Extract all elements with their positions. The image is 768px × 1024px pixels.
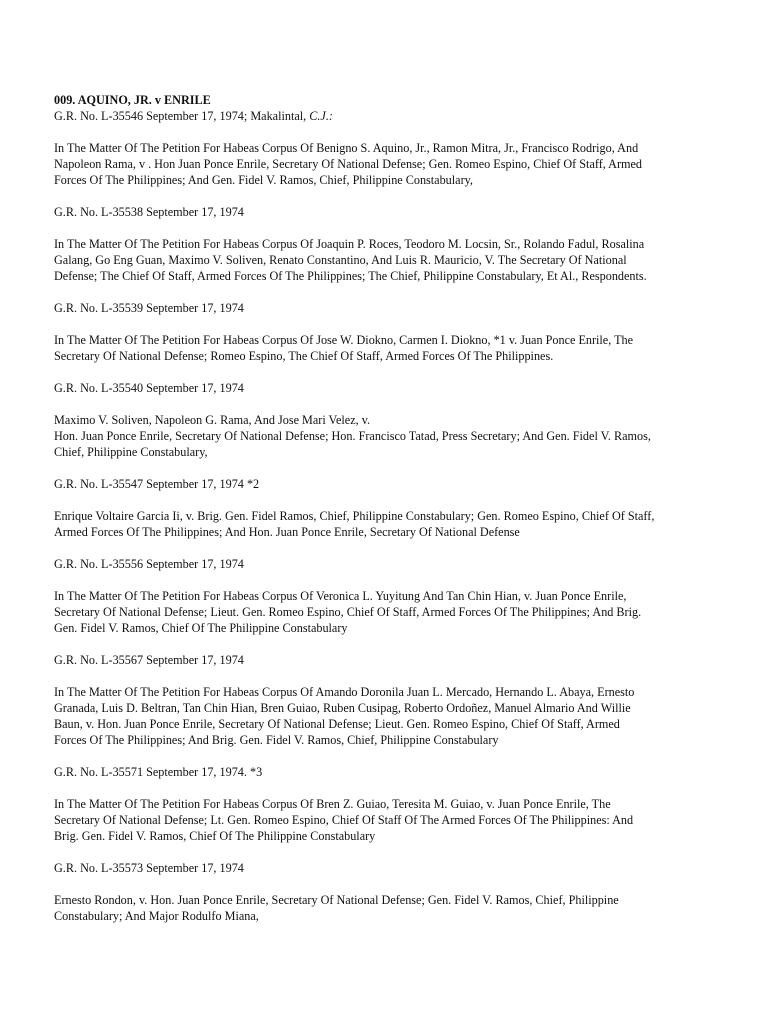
paragraph — [54, 684, 714, 748]
paragraph-line: Secretary Of National Defense; Lt. Gen. Romeo Espino, Chief Of Staff Of The Armed Forces Of The Philippines: And — [54, 813, 634, 827]
paragraph — [54, 332, 714, 364]
paragraph — [54, 300, 714, 316]
paragraph-line: In The Matter Of The Petition For Habeas Corpus Of Jose W. Diokno, Carmen I. Diokno, *1 v. Juan Ponce Enrile, The — [54, 333, 634, 347]
paragraph — [54, 508, 714, 540]
paragraph-line: G.R. No. L-35547 September 17, 1974 *2 — [54, 477, 260, 491]
paragraph-line: G.R. No. L-35539 September 17, 1974 — [54, 301, 244, 315]
case-citation-author: C.J.: — [309, 109, 333, 123]
paragraph-line: Napoleon Rama, v . Hon Juan Ponce Enrile, Secretary Of National Defense; Gen. Romeo Espino, Chief Of Staff, Armed — [54, 157, 643, 171]
paragraph-line: Maximo V. Soliven, Napoleon G. Rama, And Jose Mari Velez, v. — [54, 413, 371, 427]
paragraph-line: Secretary Of National Defense; Lieut. Gen. Romeo Espino, Chief Of Staff, Armed Forces Of The Philippines; And Brig. — [54, 605, 642, 619]
paragraph — [54, 204, 714, 220]
paragraph-line: G.R. No. L-35540 September 17, 1974 — [54, 381, 244, 395]
case-citation-text: G.R. No. L-35546 September 17, 1974; Makalintal, — [54, 109, 307, 123]
paragraph — [54, 652, 714, 668]
paragraph-line: Armed Forces Of The Philippines; And Hon. Juan Ponce Enrile, Secretary Of National Defense — [54, 525, 520, 539]
paragraph — [54, 796, 714, 844]
document-body — [54, 140, 714, 924]
paragraph-line: Ernesto Rondon, v. Hon. Juan Ponce Enrile, Secretary Of National Defense; Gen. Fidel V. Ramos, Chief, Philippine — [54, 893, 619, 907]
case-citation — [54, 108, 714, 124]
paragraph — [54, 140, 714, 188]
paragraph-line: Brig. Gen. Fidel V. Ramos, Chief Of The Philippine Constabulary — [54, 829, 376, 843]
paragraph — [54, 476, 714, 492]
paragraph-line: Defense; The Chief Of Staff, Armed Forces Of The Philippines; The Chief, Philippine Constabulary, Et Al., Respondents. — [54, 269, 647, 283]
document-page — [54, 92, 714, 940]
paragraph-line: Forces Of The Philippines; And Brig. Gen. Fidel V. Ramos, Chief, Philippine Constabulary — [54, 733, 499, 747]
paragraph-line: Baun, v. Hon. Juan Ponce Enrile, Secretary Of National Defense; Lieut. Gen. Romeo Espino, Chief Of Staff, Armed — [54, 717, 620, 731]
paragraph — [54, 588, 714, 636]
paragraph-line: In The Matter Of The Petition For Habeas Corpus Of Amando Doronila Juan L. Mercado, Hernando L. Abaya, Ernesto — [54, 685, 635, 699]
paragraph-line: G.R. No. L-35571 September 17, 1974. *3 — [54, 765, 263, 779]
paragraph — [54, 764, 714, 780]
paragraph-line: G.R. No. L-35556 September 17, 1974 — [54, 557, 244, 571]
paragraph-line: Secretary Of National Defense; Romeo Espino, The Chief Of Staff, Armed Forces Of The Philippines. — [54, 349, 554, 363]
paragraph — [54, 860, 714, 876]
paragraph-line: Chief, Philippine Constabulary, — [54, 445, 208, 459]
paragraph-line: Enrique Voltaire Garcia Ii, v. Brig. Gen. Fidel Ramos, Chief, Philippine Constabulary; Gen. Romeo Espino, Chief Of Staff, — [54, 509, 655, 523]
paragraph — [54, 380, 714, 396]
paragraph-line: G.R. No. L-35573 September 17, 1974 — [54, 861, 244, 875]
paragraph-line: Forces Of The Philippines; And Gen. Fidel V. Ramos, Chief, Philippine Constabulary, — [54, 173, 473, 187]
paragraph-line: In The Matter Of The Petition For Habeas Corpus Of Bren Z. Guiao, Teresita M. Guiao, v. Juan Ponce Enrile, The — [54, 797, 611, 811]
paragraph-line: Constabulary; And Major Rodulfo Miana, — [54, 909, 259, 923]
paragraph-line: Gen. Fidel V. Ramos, Chief Of The Philippine Constabulary — [54, 621, 348, 635]
paragraph-line: Hon. Juan Ponce Enrile, Secretary Of National Defense; Hon. Francisco Tatad, Press Secretary; And Gen. Fidel V. Ramos, — [54, 429, 651, 443]
paragraph-line: G.R. No. L-35567 September 17, 1974 — [54, 653, 244, 667]
paragraph — [54, 892, 714, 924]
paragraph — [54, 412, 714, 460]
paragraph-line: G.R. No. L-35538 September 17, 1974 — [54, 205, 244, 219]
paragraph-line: In The Matter Of The Petition For Habeas Corpus Of Joaquin P. Roces, Teodoro M. Locsin, Sr., Rolando Fadul, Rosalina — [54, 237, 645, 251]
paragraph — [54, 556, 714, 572]
paragraph-line: In The Matter Of The Petition For Habeas Corpus Of Benigno S. Aquino, Jr., Ramon Mitra, Jr., Francisco Rodrigo, And — [54, 141, 639, 155]
paragraph-line: In The Matter Of The Petition For Habeas Corpus Of Veronica L. Yuyitung And Tan Chin Hian, v. Juan Ponce Enrile, — [54, 589, 627, 603]
paragraph-line: Galang, Go Eng Guan, Maximo V. Soliven, Renato Constantino, And Luis R. Mauricio, V. The Secretary Of National — [54, 253, 627, 267]
paragraph-line: Granada, Luis D. Beltran, Tan Chin Hian, Bren Guiao, Ruben Cusipag, Roberto Ordoñez, Manuel Almario And Willie — [54, 701, 631, 715]
case-title: 009. AQUINO, JR. v ENRILE — [54, 93, 211, 107]
paragraph — [54, 236, 714, 284]
